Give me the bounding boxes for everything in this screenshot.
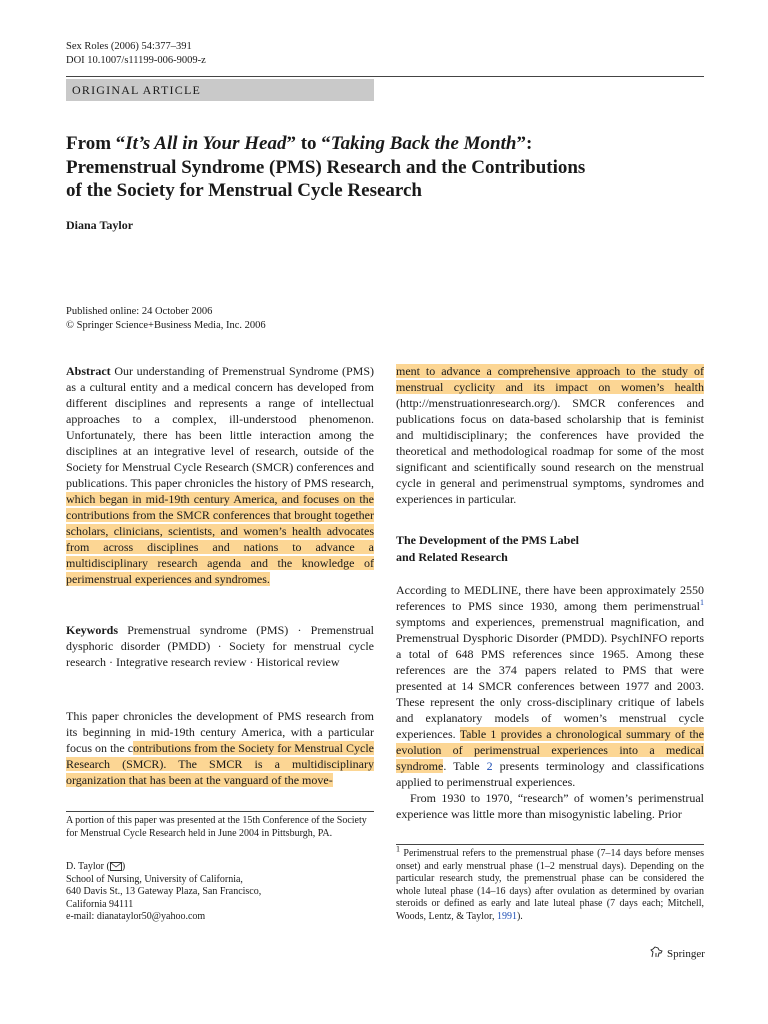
author-email[interactable]: e-mail: dianataylor50@yahoo.com (66, 911, 206, 922)
table-ref-link[interactable]: 2 (486, 759, 493, 773)
article-type-banner: ORIGINAL ARTICLE (66, 79, 374, 101)
highlighted-text: ment to advance a comprehensive approach to the study of menstrual cyclicity and its impact on women’s health (396, 364, 704, 394)
highlighted-text: Table 1 provides a chronological summary of the evolution of perimenstrual experiences into a medical syndrome (396, 727, 704, 773)
footnote-rule (66, 811, 374, 812)
highlighted-text: ontributions from the Society for Menstrual Cycle Research (SMCR). The SMCR is a multidisciplinary organization that has been at the vanguard of the move- (66, 741, 374, 787)
envelope-icon[interactable] (110, 862, 122, 871)
citation-year-link[interactable]: 1991 (496, 910, 517, 922)
springer-horse-icon (650, 946, 664, 961)
perimenstrual-footnote: $^1$ Perimenstrual refers to the premenstrual phase (7–14 days before menses onset) and early menstrual phase (1–2 menstrual days). Depending on the particular research study, the premenstrual phase can be considered the whole luteal phase (14–16 days) after ovulation as determined by ovarian steroids or defined as early and late luteal phase (7 days each; Mitchell, Woods, Lentz, & Taylor, 1991). (396, 844, 704, 922)
footnote-ref[interactable]: 1 (700, 598, 704, 607)
highlighted-text: which began in mid-19th century America, and focuses on the contributions from the SMCR conferences that brought together scholars, clinicians, scientists, and women’s health advocates from across disciplines and nations to advance a multidisciplinary research agenda and the knowledge of perimenstrual experiences and syndromes. (66, 492, 374, 586)
journal-citation: Sex Roles (2006) 54:377–391 (66, 41, 192, 52)
author-name: Diana Taylor (66, 218, 134, 232)
section-heading: The Development of the PMS Label and Related Research (396, 533, 579, 564)
right-column-continuation: ment to advance a comprehensive approach to the study of menstrual cyclicity and its impact on women’s health (http://menstruationresearch.org/). SMCR conferences and publications focus on data-based scholarship that is feminist and multidisciplinary; the conferences have provided the theoretical and methodological roadmap for some of the most significant and scientifically sound research on the menstrual cycle in general and perimenstrual symptoms, syndromes and experiences in particular. (396, 364, 704, 506)
publication-info: Published online: 24 October 2006 © Springer Science+Business Media, Inc. 2006 (66, 306, 266, 331)
keywords: Keywords Premenstrual syndrome (PMS) · Premenstrual dysphoric disorder (PMDD) · Society for menstrual cycle research · Integrative research review · Historical review (66, 623, 374, 669)
footnote-rule (396, 844, 704, 845)
author-affiliation: D. Taylor ( ) School of Nursing, University of California, 640 Davis St., 13 Gateway Plaza, San Francisco, California 94111 e-mail: dianataylor50@yahoo.com (66, 861, 374, 924)
abstract: Abstract Our understanding of Premenstrual Syndrome (PMS) as a cultural entity and a medical concern has developed from different disciplines and represents a range of intellectual approaches to a complex, ill-understood phenomenon. Unfortunately, there has been little interaction among the disciplines at an integrative level of research, outside of the Society for Menstrual Cycle Research (SMCR) conferences and publications. This paper chronicles the history of PMS research, which began in mid-19th century America, and focuses on the contributions from the SMCR conferences that brought together scholars, clinicians, scientists, and women’s health advocates from across disciplines and nations to advance a multidisciplinary research agenda and the knowledge of perimenstrual experiences and syndromes. (66, 364, 374, 586)
conference-footnote: A portion of this paper was presented at the 15th Conference of the Society for Menstrual Cycle Research held in June 2004 in Pittsburgh, PA. (66, 815, 367, 839)
publisher-logo: Springer (650, 946, 705, 961)
article-title: From “It’s All in Your Head” to “Taking Back the Month”: Premenstrual Syndrome (PMS) Research and the Contributions of the Society for Menstrual Cycle Research (66, 133, 586, 201)
body-paragraph: According to MEDLINE, there have been approximately 2550 references to PMS since 1930, among them perimenstrual$^1$ symptoms and experiences, premenstrual magnification, and Premenstrual Dysphoric Disorder (PMDD). PsychINFO reports a total of 648 PMS references since 1965. Among these references are the 374 papers related to PMS that were presented at 14 SMCR conferences between 1977 and 2003. These represent the only cross-disciplinary critique of labels and explanatory models of women’s menstrual cycle experiences. Table 1 provides a chronological summary of the evolution of perimenstrual experiences into a medical syndrome. Table 2 presents terminology and classifications applied to perimenstrual experiences. From 1930 to 1970, “research” of women’s perimenstrual experience was little more than misogynistic labeling. Prior (396, 583, 705, 821)
header-rule (66, 76, 704, 77)
intro-paragraph: This paper chronicles the development of PMS research from its beginning in mid-19th century America, with a particular focus on the contributions from the Society for Menstrual Cycle Research (SMCR). The SMCR is a multidisciplinary organization that has been at the vanguard of the move- (66, 709, 374, 787)
doi[interactable]: DOI 10.1007/s11199-006-9009-z (66, 55, 206, 66)
